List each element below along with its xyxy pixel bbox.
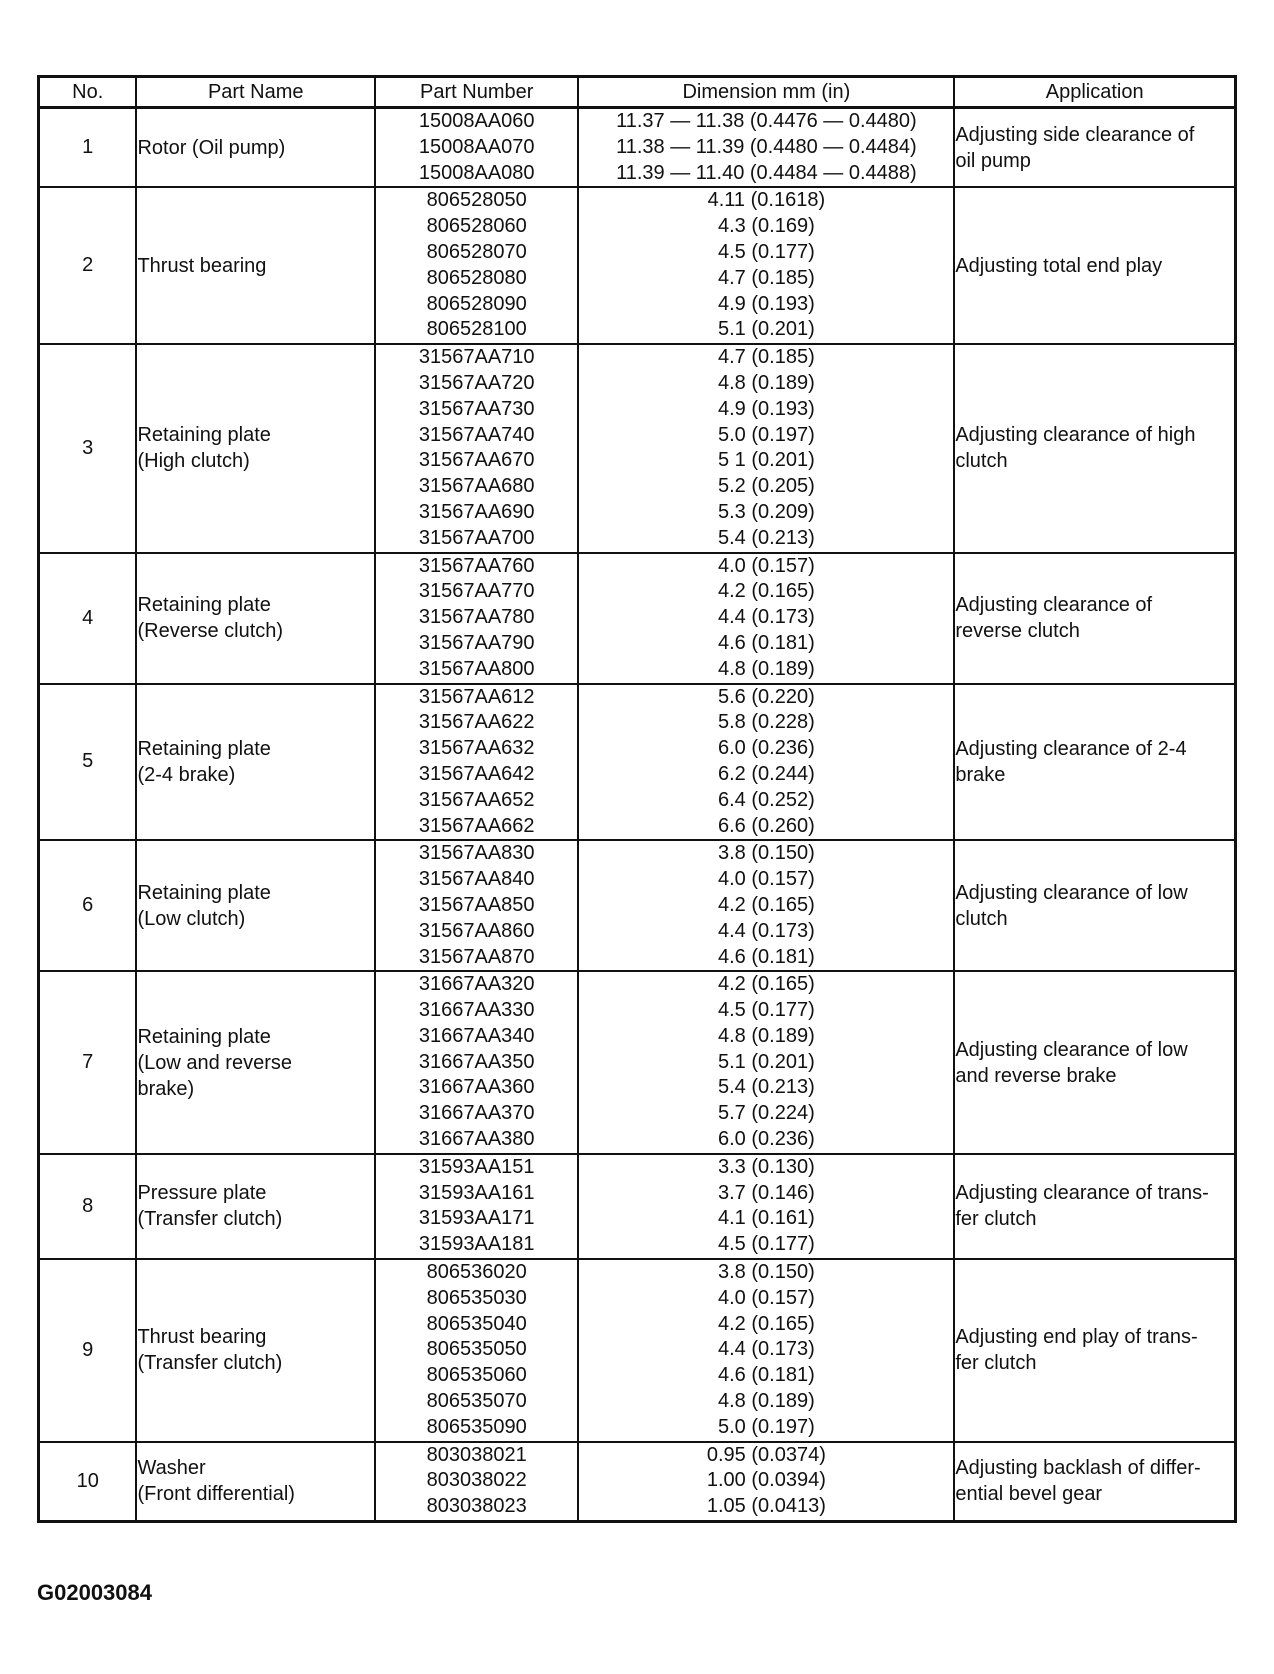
- part-name-line: Washer: [137, 1457, 206, 1480]
- part-number: 15008AA060: [418, 110, 535, 132]
- table-row: [39, 684, 1236, 841]
- part-number-cell: [375, 840, 578, 971]
- part-number: 31567AA860: [418, 919, 535, 942]
- part-number: 31667AA370: [418, 1102, 535, 1125]
- dimension-value: 4.2 (0.165): [718, 973, 815, 996]
- header-part-name: Part Name: [136, 77, 375, 108]
- dimension-value: 5.0 (0.197): [718, 423, 815, 446]
- part-number: 31567AA642: [418, 762, 535, 785]
- table-row: [39, 187, 1236, 344]
- part-number: 806528070: [426, 240, 527, 263]
- dimension-value: 5.7 (0.224): [718, 1102, 815, 1125]
- part-number: 806536020: [426, 1261, 527, 1284]
- application-cell: [954, 187, 1235, 344]
- dimension-value: 4.8 (0.189): [718, 1390, 815, 1413]
- part-name-line: (High clutch): [137, 450, 250, 473]
- part-number-cell: [375, 971, 578, 1154]
- dimension-value: 3.8 (0.150): [718, 1261, 815, 1284]
- part-number: 806528080: [426, 266, 527, 289]
- dimension-value: 5.3 (0.209): [718, 500, 815, 523]
- dimension-value: 4.4 (0.173): [718, 1338, 815, 1361]
- part-name-line: (Front differential): [137, 1483, 295, 1506]
- dimension-cell: [578, 108, 954, 188]
- part-number: 31567AA720: [418, 371, 535, 394]
- part-name-cell: [136, 684, 375, 841]
- part-number-cell: [375, 1259, 578, 1442]
- application-line: reverse clutch: [955, 620, 1080, 643]
- part-name-line: Retaining plate: [137, 594, 271, 617]
- dimension-value: 4.6 (0.181): [718, 631, 815, 654]
- dimension-value: 4.8 (0.189): [718, 1024, 815, 1047]
- dimension-value: 5.0 (0.197): [718, 1415, 815, 1438]
- dimension-cell: [578, 971, 954, 1154]
- part-number-cell: [375, 187, 578, 344]
- row-number: 5: [39, 684, 137, 841]
- part-number-cell: [375, 1442, 578, 1522]
- part-name-line: Retaining plate: [137, 737, 271, 760]
- part-name-cell: [136, 1154, 375, 1259]
- dimension-value: 3.3 (0.130): [718, 1155, 815, 1178]
- dimension-value: 3.7 (0.146): [718, 1181, 815, 1204]
- dimension-cell: [578, 1154, 954, 1259]
- dimension-value: 4.7 (0.185): [718, 346, 815, 369]
- part-name-line: Thrust bearing: [137, 1326, 267, 1349]
- application-line: fer clutch: [955, 1352, 1037, 1375]
- part-number: 803038022: [426, 1469, 527, 1492]
- dimension-value: 6.0 (0.236): [718, 1128, 815, 1151]
- part-number: 31667AA380: [418, 1128, 535, 1151]
- application-cell: [954, 344, 1235, 552]
- part-number: 806528090: [426, 292, 527, 315]
- dimension-value: 5.4 (0.213): [718, 1076, 815, 1099]
- part-name-cell: [136, 344, 375, 552]
- dimension-value: 4.0 (0.157): [718, 1286, 815, 1309]
- dimension-value: 4.5 (0.177): [718, 240, 815, 263]
- application-line: clutch: [955, 907, 1008, 930]
- application-line: Adjusting total end play: [955, 254, 1163, 277]
- part-number: 31567AA710: [418, 346, 535, 369]
- dimension-value: 6.4 (0.252): [718, 788, 815, 811]
- application-line: Adjusting side clearance of: [955, 123, 1195, 146]
- dimension-cell: [578, 553, 954, 684]
- part-number: 31667AA350: [418, 1050, 535, 1073]
- part-name-line: Rotor (Oil pump): [137, 136, 286, 159]
- part-number-cell: [375, 684, 578, 841]
- table-row: [39, 1259, 1236, 1442]
- row-number: 8: [39, 1154, 137, 1259]
- application-cell: [954, 971, 1235, 1154]
- part-number: 806528060: [426, 215, 527, 238]
- part-number: 806528100: [426, 318, 527, 341]
- dimension-cell: [578, 1442, 954, 1522]
- part-number: 31593AA151: [418, 1155, 535, 1178]
- part-number: 806535090: [426, 1415, 527, 1438]
- part-number: 31567AA870: [418, 945, 535, 968]
- part-number: 806535060: [426, 1364, 527, 1387]
- part-name-cell: [136, 1442, 375, 1522]
- application-line: Adjusting clearance of trans-: [955, 1182, 1209, 1205]
- part-number: 31567AA740: [418, 423, 535, 446]
- application-cell: [954, 840, 1235, 971]
- figure-code: G02003084: [37, 1580, 152, 1605]
- part-number: 31567AA780: [418, 606, 535, 629]
- header-part-number: Part Number: [375, 77, 578, 108]
- part-number: 31593AA181: [418, 1233, 535, 1256]
- table-row: [39, 971, 1236, 1154]
- part-number: 31567AA622: [418, 711, 535, 734]
- table-row: [39, 553, 1236, 684]
- dimension-cell: [578, 187, 954, 344]
- part-name-cell: [136, 840, 375, 971]
- table-row: [39, 1154, 1236, 1259]
- part-number: 803038021: [426, 1443, 527, 1466]
- part-number: 31567AA690: [418, 500, 535, 523]
- dimension-value: 11.38 — 11.39 (0.4480 — 0.4484): [616, 135, 917, 158]
- dimension-value: 0.95 (0.0374): [706, 1443, 826, 1466]
- part-name-line: Retaining plate: [137, 424, 271, 447]
- part-number: 31567AA652: [418, 788, 535, 811]
- dimension-cell: [578, 684, 954, 841]
- part-number: 31667AA320: [418, 973, 535, 996]
- header-application: Application: [954, 77, 1235, 108]
- table-row: [39, 344, 1236, 552]
- parts-table: [37, 75, 1237, 1523]
- dimension-value: 4.6 (0.181): [718, 945, 815, 968]
- dimension-value: 4.7 (0.185): [718, 266, 815, 289]
- dimension-cell: [578, 840, 954, 971]
- part-number: 31567AA680: [418, 475, 535, 498]
- dimension-cell: [578, 344, 954, 552]
- dimension-value: 4.2 (0.165): [718, 893, 815, 916]
- part-name-line: (Transfer clutch): [137, 1352, 283, 1375]
- table-row: [39, 840, 1236, 971]
- dimension-value: 11.37 — 11.38 (0.4476 — 0.4480): [616, 110, 917, 132]
- row-number: 1: [39, 108, 137, 188]
- dimension-value: 4.5 (0.177): [718, 999, 815, 1022]
- part-name-line: (Low clutch): [137, 907, 246, 930]
- table-row: [39, 1442, 1236, 1522]
- application-cell: [954, 684, 1235, 841]
- part-name-line: Retaining plate: [137, 881, 271, 904]
- application-line: Adjusting backlash of differ-: [955, 1457, 1201, 1480]
- part-number: 15008AA070: [418, 135, 535, 158]
- dimension-cell: [578, 1259, 954, 1442]
- part-number: 31567AA632: [418, 737, 535, 760]
- dimension-value: 5.6 (0.220): [718, 685, 815, 708]
- application-line: ential bevel gear: [955, 1483, 1103, 1506]
- part-name-line: (Reverse clutch): [137, 620, 284, 643]
- part-number: 806535050: [426, 1338, 527, 1361]
- application-line: Adjusting clearance of low: [955, 881, 1188, 904]
- part-number: 31567AA612: [418, 685, 535, 708]
- part-name-cell: [136, 1259, 375, 1442]
- table-body: [39, 108, 1236, 1522]
- application-cell: [954, 108, 1235, 188]
- header-row: [39, 77, 1236, 108]
- part-number: 31667AA360: [418, 1076, 535, 1099]
- part-name-line: Thrust bearing: [137, 254, 267, 277]
- table-row: [39, 108, 1236, 188]
- application-cell: [954, 1259, 1235, 1442]
- part-name-line: (2-4 brake): [137, 763, 236, 786]
- application-cell: [954, 1442, 1235, 1522]
- application-line: Adjusting clearance of high: [955, 424, 1196, 447]
- dimension-value: 4.2 (0.165): [718, 580, 815, 603]
- table-header: [39, 77, 1236, 108]
- part-name-line: (Low and reverse: [137, 1051, 292, 1074]
- part-number: 31567AA840: [418, 868, 535, 891]
- dimension-value: 4.4 (0.173): [718, 919, 815, 942]
- part-number: 31567AA700: [418, 526, 535, 549]
- dimension-value: 6.2 (0.244): [718, 762, 815, 785]
- dimension-value: 4.0 (0.157): [718, 554, 815, 577]
- dimension-value: 11.39 — 11.40 (0.4484 — 0.4488): [616, 161, 917, 184]
- application-cell: [954, 553, 1235, 684]
- dimension-value: 4.9 (0.193): [718, 292, 815, 315]
- application-line: oil pump: [955, 149, 1031, 172]
- header-dimension: Dimension mm (in): [578, 77, 954, 108]
- dimension-value: 5 1 (0.201): [718, 449, 815, 472]
- dimension-value: 5.1 (0.201): [718, 318, 815, 341]
- part-number: 31593AA161: [418, 1181, 535, 1204]
- dimension-value: 5.2 (0.205): [718, 475, 815, 498]
- part-number: 806535070: [426, 1390, 527, 1413]
- row-number: 9: [39, 1259, 137, 1442]
- part-number: 15008AA080: [418, 161, 535, 184]
- part-number: 31567AA770: [418, 580, 535, 603]
- dimension-value: 4.2 (0.165): [718, 1312, 815, 1335]
- part-number: 31567AA662: [418, 814, 535, 837]
- part-number: 31593AA171: [418, 1207, 535, 1230]
- dimension-value: 3.8 (0.150): [718, 842, 815, 865]
- dimension-value: 4.5 (0.177): [718, 1233, 815, 1256]
- dimension-value: 6.6 (0.260): [718, 814, 815, 837]
- part-number-cell: [375, 1154, 578, 1259]
- part-number: 806528050: [426, 189, 527, 212]
- dimension-value: 1.05 (0.0413): [706, 1495, 826, 1518]
- dimension-value: 4.4 (0.173): [718, 606, 815, 629]
- row-number: 4: [39, 553, 137, 684]
- row-number: 2: [39, 187, 137, 344]
- part-number: 806535030: [426, 1286, 527, 1309]
- part-number: 31567AA830: [418, 842, 535, 865]
- application-line: Adjusting end play of trans-: [955, 1326, 1198, 1349]
- dimension-value: 4.9 (0.193): [718, 397, 815, 420]
- application-cell: [954, 1154, 1235, 1259]
- part-name-line: Retaining plate: [137, 1025, 271, 1048]
- dimension-value: 5.1 (0.201): [718, 1050, 815, 1073]
- dimension-value: 4.8 (0.189): [718, 371, 815, 394]
- dimension-value: 4.6 (0.181): [718, 1364, 815, 1387]
- application-line: fer clutch: [955, 1208, 1037, 1231]
- part-number: 806535040: [426, 1312, 527, 1335]
- dimension-value: 4.0 (0.157): [718, 868, 815, 891]
- part-name-cell: [136, 971, 375, 1154]
- part-name-cell: [136, 553, 375, 684]
- part-name-line: (Transfer clutch): [137, 1208, 283, 1231]
- row-number: 7: [39, 971, 137, 1154]
- part-number: 31667AA330: [418, 999, 535, 1022]
- row-number: 6: [39, 840, 137, 971]
- row-number: 10: [39, 1442, 137, 1522]
- part-number: 803038023: [426, 1495, 527, 1518]
- dimension-value: 5.4 (0.213): [718, 526, 815, 549]
- application-line: and reverse brake: [955, 1064, 1117, 1087]
- part-number-cell: [375, 344, 578, 552]
- part-number: 31567AA800: [418, 657, 535, 680]
- row-number: 3: [39, 344, 137, 552]
- part-number: 31667AA340: [418, 1024, 535, 1047]
- part-name-cell: [136, 108, 375, 188]
- application-line: clutch: [955, 450, 1008, 473]
- part-name-cell: [136, 187, 375, 344]
- application-line: Adjusting clearance of 2-4: [955, 737, 1187, 760]
- part-number: 31567AA790: [418, 631, 535, 654]
- part-number: 31567AA760: [418, 554, 535, 577]
- part-name-line: Pressure plate: [137, 1182, 267, 1205]
- application-line: Adjusting clearance of low: [955, 1038, 1188, 1061]
- dimension-value: 5.8 (0.228): [718, 711, 815, 734]
- dimension-value: 4.3 (0.169): [718, 215, 815, 238]
- dimension-value: 1.00 (0.0394): [706, 1469, 826, 1492]
- dimension-value: 4.8 (0.189): [718, 657, 815, 680]
- dimension-value: 6.0 (0.236): [718, 737, 815, 760]
- dimension-value: 4.11 (0.1618): [707, 189, 826, 212]
- part-number: 31567AA670: [418, 449, 535, 472]
- header-no: No.: [39, 77, 137, 108]
- dimension-value: 4.1 (0.161): [718, 1207, 815, 1230]
- part-number: 31567AA850: [418, 893, 535, 916]
- application-line: Adjusting clearance of: [955, 594, 1153, 617]
- part-number-cell: [375, 108, 578, 188]
- part-name-line: brake): [137, 1077, 195, 1100]
- part-number: 31567AA730: [418, 397, 535, 420]
- part-number-cell: [375, 553, 578, 684]
- application-line: brake: [955, 763, 1006, 786]
